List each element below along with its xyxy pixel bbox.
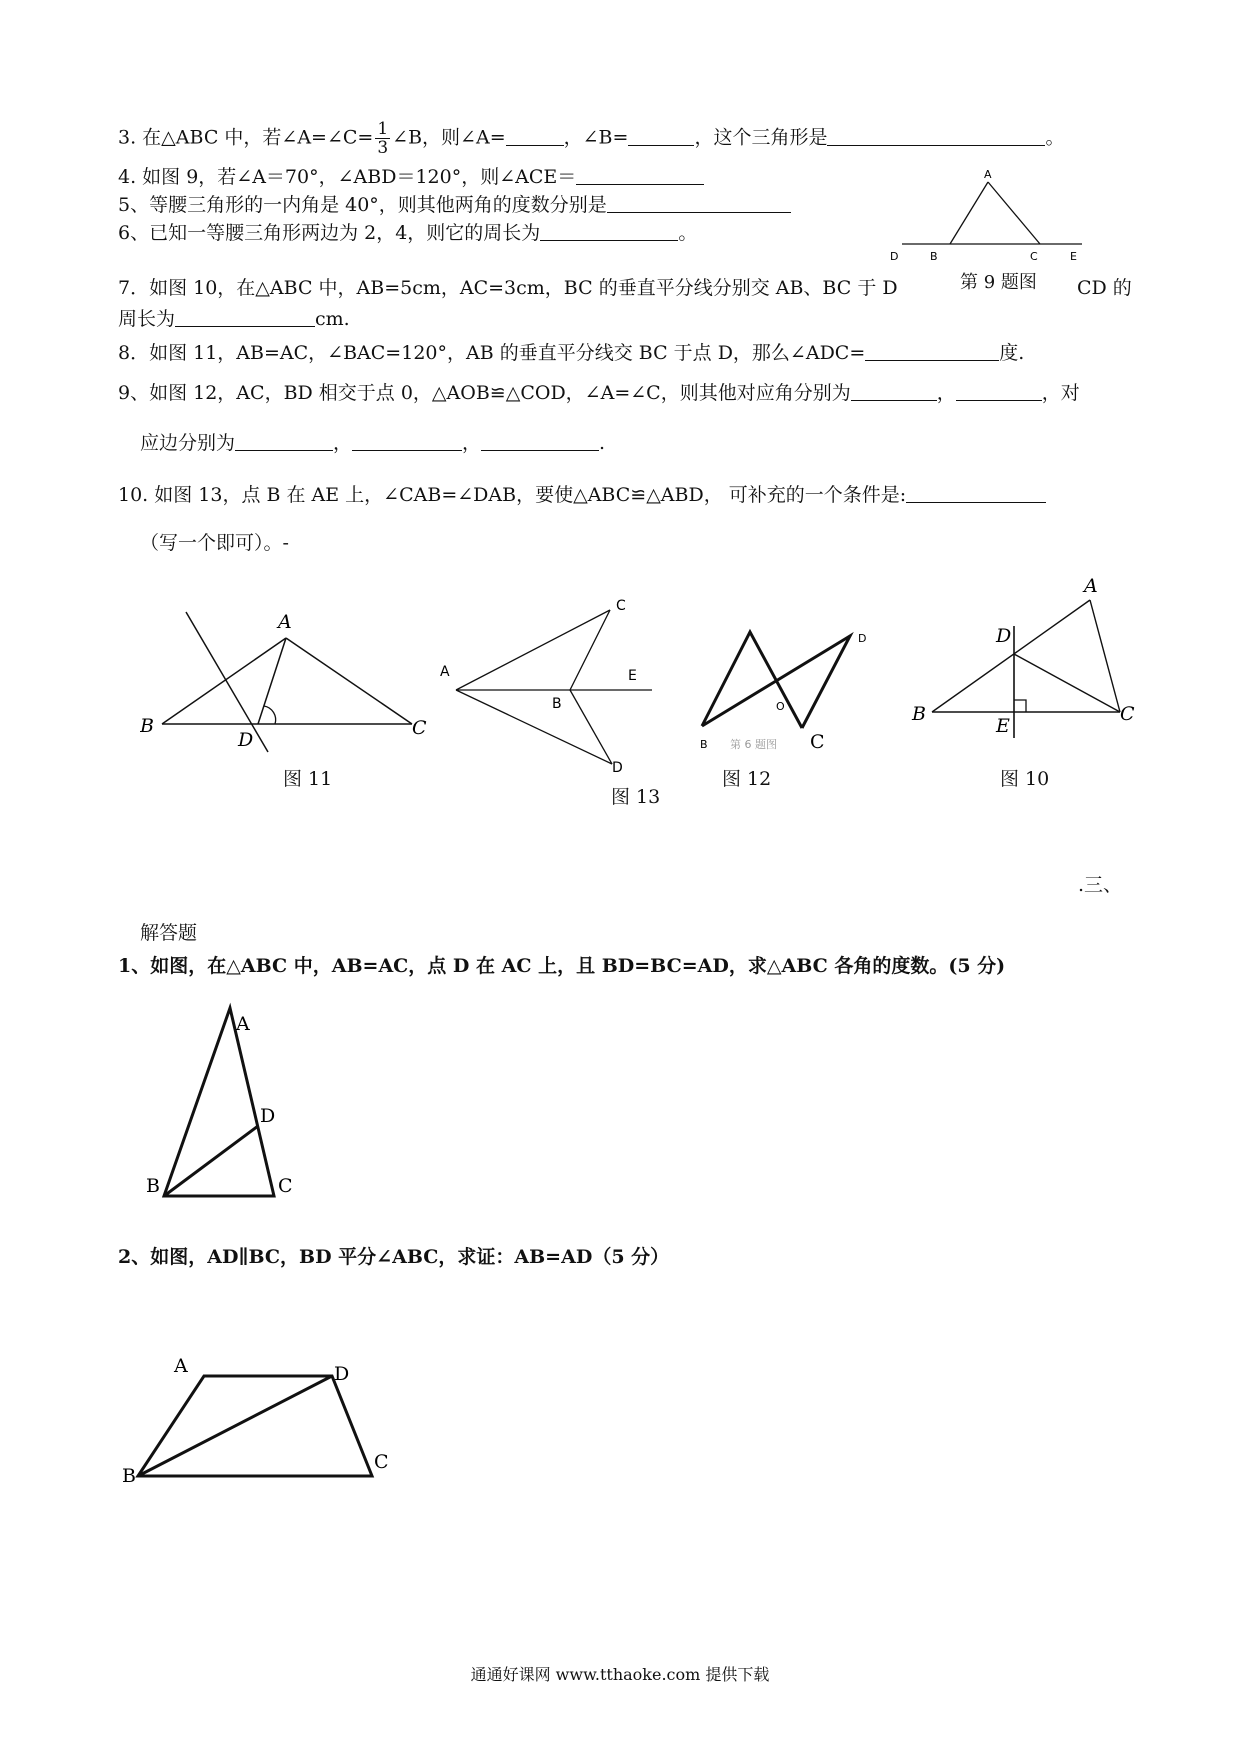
q9-line2: 应边分别为	[140, 432, 236, 454]
fig11-label-c: C	[412, 717, 427, 739]
question-5	[118, 192, 791, 218]
question-7-line-2	[118, 306, 350, 332]
question-4	[118, 164, 704, 190]
fig11-caption: 图 11	[283, 768, 333, 790]
fig12-label-c: C	[810, 731, 825, 753]
fraction-denominator: 3	[377, 138, 389, 158]
q6-text: 6、已知一等腰三角形两边为 2，4，则它的周长为	[118, 222, 541, 244]
answer-blank-angle-a[interactable]	[506, 127, 564, 146]
answer-blank-adc[interactable]	[865, 342, 999, 361]
fig12-triangle-aob	[702, 632, 802, 728]
fig9-caption: 第 9 题图	[960, 272, 1037, 293]
q9-line1: 9、如图 12，AC，BD 相交于点 0，△AOB≌△COD，∠A=∠C，则其他对应角分别为	[118, 382, 851, 404]
fig11-side-ab	[162, 638, 286, 724]
q8-text: 8．如图 11，AB=AC，∠BAC=120°，AB 的垂直平分线交 BC 于点 D，那么∠ADC=	[118, 342, 866, 364]
p1-label-d: D	[260, 1105, 276, 1127]
fig10-label-b: B	[912, 703, 926, 725]
answer-blank-ace[interactable]	[576, 166, 704, 185]
fig9-side-ab	[950, 182, 988, 244]
fig9-label-a: A	[984, 168, 992, 181]
q9-line2-end: .	[599, 432, 606, 454]
fig9-label-d: D	[890, 250, 899, 263]
fig12-caption: 图 12	[722, 768, 772, 790]
section-title: 解答题	[140, 922, 198, 944]
figure-10	[900, 570, 1150, 750]
p1-label-a: A	[236, 1013, 250, 1035]
fig13-label-a: A	[440, 664, 450, 680]
problem-2	[118, 1244, 669, 1270]
q10-line2: （写一个即可）。-	[140, 532, 289, 554]
p1-segment-bd	[164, 1126, 258, 1196]
figure-13	[440, 596, 670, 776]
p2-label-a: A	[174, 1355, 188, 1377]
q3-mid1: ∠B，则∠A=	[392, 126, 506, 149]
q3-end: 。	[1045, 126, 1065, 149]
fig9-label-c: C	[1030, 250, 1038, 263]
p1-label-b: B	[146, 1175, 160, 1197]
problem-1	[118, 953, 1005, 979]
fig10-caption: 图 10	[1000, 768, 1050, 790]
fig13-label-d: D	[612, 760, 623, 776]
fig10-right-angle-mark	[1014, 700, 1026, 712]
q5-text: 5、等腰三角形的一内角是 40°，则其他两角的度数分别是	[118, 194, 607, 216]
fig13-label-b: B	[552, 696, 562, 712]
p2-diagonal-bd	[138, 1376, 332, 1476]
q7-line1: 7．如图 10，在△ABC 中，AB=5cm，AC=3cm，BC 的垂直平分线分别交 AB、BC 于 D	[118, 277, 898, 299]
q3-prefix: 3. 在△ABC 中，若∠A=∠C=	[118, 126, 374, 149]
fig10-label-a: A	[1084, 575, 1098, 597]
p1-text: 1、如图，在△ABC 中，AB=AC，点 D 在 AC 上，且 BD=BC=AD，求△ABC 各角的度数。(5 分)	[118, 955, 1006, 977]
fig9-label-b: B	[930, 250, 938, 263]
answer-blank-side-2[interactable]	[352, 432, 462, 451]
fig13-label-c: C	[616, 598, 626, 614]
q7-line2-prefix: 周长为	[118, 308, 176, 330]
fraction-numerator: 1	[377, 119, 389, 139]
question-10-line-1	[118, 482, 1046, 508]
q4-text: 4. 如图 9，若∠A＝70°，∠ABD＝120°，则∠ACE＝	[118, 166, 577, 188]
section-number: .三、	[1078, 874, 1123, 896]
question-9-line-2	[140, 430, 605, 456]
p1-label-c: C	[278, 1175, 293, 1197]
fig11-label-a: A	[278, 611, 292, 633]
q9-sep-1: ，	[936, 382, 956, 404]
q9-sep-3: ，	[462, 432, 482, 454]
fig12-label-o: O	[776, 700, 785, 713]
answer-blank-other-angles[interactable]	[607, 194, 791, 213]
fig10-segment-dc	[1014, 654, 1120, 712]
q6-end: 。	[678, 222, 698, 244]
p1-triangle-abc	[164, 1008, 274, 1196]
question-10-line-2	[140, 530, 289, 556]
answer-blank-cd-perimeter[interactable]	[175, 308, 315, 327]
question-9-line-1	[118, 380, 1080, 406]
q7-line1-end: CD 的	[1077, 277, 1132, 299]
q8-end: 度.	[999, 342, 1025, 364]
fig11-angle-mark	[264, 706, 276, 724]
figure-9	[890, 162, 1130, 268]
fig10-side-ba	[932, 600, 1090, 712]
q3-mid2: ，∠B=	[563, 126, 629, 149]
answer-blank-angle-1[interactable]	[851, 382, 937, 401]
fig10-label-d: D	[996, 625, 1012, 647]
answer-blank-angle-b[interactable]	[628, 127, 694, 146]
p2-label-d: D	[334, 1363, 350, 1385]
fig9-side-ac	[988, 182, 1040, 244]
fig13-side-bd	[570, 690, 612, 764]
figure-problem-2	[118, 1350, 408, 1500]
fig13-side-ac	[456, 610, 610, 690]
answer-blank-side-1[interactable]	[235, 432, 333, 451]
fig10-label-c: C	[1120, 703, 1135, 725]
fig13-label-e: E	[628, 668, 637, 684]
p2-text: 2、如图，AD∥BC，BD 平分∠ABC，求证：AB=AD（5 分）	[118, 1246, 670, 1268]
fig12-label-d: D	[858, 632, 867, 645]
q10-line1: 10. 如图 13，点 B 在 AE 上，∠CAB=∠DAB，要使△ABC≌△ABD， 可补充的一个条件是:	[118, 484, 907, 506]
p2-label-c: C	[374, 1451, 389, 1473]
fig11-label-b: B	[140, 715, 154, 737]
answer-blank-side-3[interactable]	[481, 432, 599, 451]
fig10-label-e: E	[996, 715, 1010, 737]
fig13-caption: 图 13	[611, 786, 661, 808]
answer-blank-angle-2[interactable]	[956, 382, 1042, 401]
question-8	[118, 340, 1024, 366]
fig12-faint-caption: 第 6 题图	[730, 738, 777, 751]
fig13-side-bc	[570, 610, 610, 690]
figure-problem-1	[140, 1000, 320, 1210]
fig10-side-ac	[1090, 600, 1120, 712]
q9-line1-end: ，对	[1041, 382, 1080, 404]
p2-trapezoid-abcd	[138, 1376, 372, 1476]
q7-unit: cm.	[315, 308, 350, 330]
q9-sep-2: ，	[333, 432, 353, 454]
answer-blank-perimeter[interactable]	[540, 222, 678, 241]
p2-label-b: B	[122, 1465, 136, 1487]
answer-blank-triangle-type[interactable]	[827, 127, 1045, 146]
question-3	[118, 120, 1064, 157]
question-7-line-1	[118, 275, 898, 301]
figure-12	[690, 620, 880, 760]
fig11-perpendicular-bisector	[186, 612, 268, 752]
page-footer: 通通好课网 www.tthaoke.com 提供下载	[470, 1665, 770, 1684]
fig12-label-b: B	[700, 738, 708, 751]
fig11-label-d: D	[238, 729, 254, 751]
answer-blank-condition[interactable]	[906, 484, 1046, 503]
fig13-side-ad	[456, 690, 612, 764]
fig9-label-e: E	[1070, 250, 1077, 263]
q3-mid3: ，这个三角形是	[694, 126, 828, 149]
fig11-side-ac	[286, 638, 412, 724]
figure-11	[140, 600, 440, 760]
question-6	[118, 220, 697, 246]
fraction-one-third	[375, 120, 390, 157]
